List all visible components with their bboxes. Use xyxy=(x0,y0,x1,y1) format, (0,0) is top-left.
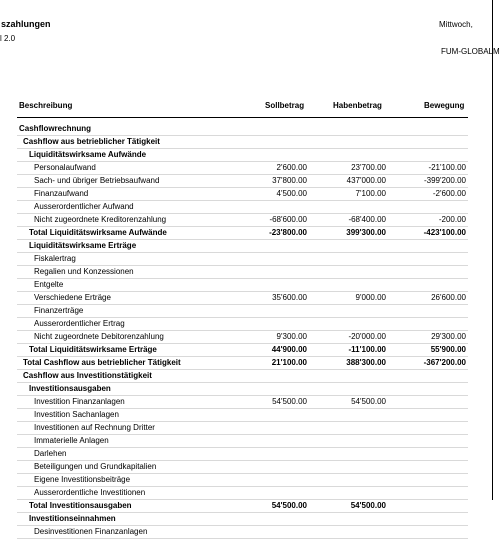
table-row xyxy=(17,318,468,331)
table-row xyxy=(17,422,468,435)
row-description: Cashflow aus betrieblicher Tätigkeit xyxy=(23,137,160,146)
row-credit: 54'500.00 xyxy=(350,501,386,510)
row-movement: 55'900.00 xyxy=(430,345,466,354)
row-description: Eigene Investitionsbeiträge xyxy=(34,475,131,484)
table-row xyxy=(17,448,468,461)
row-description: Fiskalertrag xyxy=(34,254,76,263)
column-header-description: Beschreibung xyxy=(19,101,73,110)
row-credit: 388'300.00 xyxy=(346,358,386,367)
table-row xyxy=(17,370,468,383)
row-debit: 54'500.00 xyxy=(271,501,307,510)
row-debit: 35'600.00 xyxy=(272,293,307,302)
row-credit: 54'500.00 xyxy=(351,397,386,406)
row-credit: -68'400.00 xyxy=(348,215,386,224)
table-row xyxy=(17,396,468,409)
column-header-movement: Bewegung xyxy=(424,101,465,110)
page-edge-line xyxy=(492,0,493,500)
table-row xyxy=(17,435,468,448)
cashflow-table xyxy=(17,123,468,539)
table-row xyxy=(17,526,468,539)
row-debit: 4'500.00 xyxy=(276,189,307,198)
row-description: Liquiditätswirksame Aufwände xyxy=(29,150,147,159)
row-description: Entgelte xyxy=(34,280,64,289)
row-description: Desinvestitionen Finanzanlagen xyxy=(34,527,148,536)
table-row xyxy=(17,513,468,526)
row-description: Total Liquiditätswirksame Erträge xyxy=(29,345,157,354)
row-description: Personalaufwand xyxy=(34,163,96,172)
table-row xyxy=(17,409,468,422)
row-description: Total Cashflow aus betrieblicher Tätigkeit xyxy=(23,358,181,367)
table-row xyxy=(17,487,468,500)
table-row xyxy=(17,461,468,474)
row-description: Beteiligungen und Grundkapitalien xyxy=(34,462,157,471)
row-movement: 26'600.00 xyxy=(431,293,466,302)
row-description: Finanzerträge xyxy=(34,306,84,315)
row-credit: 437'000.00 xyxy=(346,176,386,185)
row-credit: -20'000.00 xyxy=(348,332,386,341)
row-description: Liquiditätswirksame Erträge xyxy=(29,241,137,250)
row-credit: 23'700.00 xyxy=(351,163,386,172)
row-description: Sach- und übriger Betriebsaufwand xyxy=(34,176,160,185)
table-row xyxy=(17,149,468,162)
table-row xyxy=(17,253,468,266)
row-debit: -68'600.00 xyxy=(269,215,307,224)
table-row xyxy=(17,162,468,175)
table-row xyxy=(17,279,468,292)
row-movement: 29'300.00 xyxy=(431,332,466,341)
table-row xyxy=(17,292,468,305)
row-credit: 7'100.00 xyxy=(355,189,386,198)
table-row xyxy=(17,344,468,357)
table-row xyxy=(17,240,468,253)
table-row xyxy=(17,266,468,279)
row-movement: -21'100.00 xyxy=(428,163,466,172)
row-movement: -367'200.00 xyxy=(423,358,466,367)
table-row xyxy=(17,383,468,396)
table-row xyxy=(17,201,468,214)
column-header-debit: Sollbetrag xyxy=(265,101,305,110)
row-description: Ausserordentlicher Ertrag xyxy=(34,319,125,328)
row-description: Nicht zugeordnete Debitorenzahlung xyxy=(34,332,164,341)
row-description: Immaterielle Anlagen xyxy=(34,436,109,445)
row-debit: 2'600.00 xyxy=(276,163,307,172)
table-row xyxy=(17,500,468,513)
table-row xyxy=(17,136,468,149)
row-movement: -200.00 xyxy=(438,215,466,224)
row-debit: 21'100.00 xyxy=(271,358,307,367)
row-credit: -11'100.00 xyxy=(348,345,386,354)
table-row xyxy=(17,305,468,318)
table-row xyxy=(17,474,468,487)
row-description: Investition Finanzanlagen xyxy=(34,397,125,406)
row-description: Investition Sachanlagen xyxy=(34,410,119,419)
row-description: Total Investitionsausgaben xyxy=(29,501,132,510)
row-movement: -423'100.00 xyxy=(423,228,466,237)
row-description: Cashflowrechnung xyxy=(19,124,92,133)
table-row xyxy=(17,123,468,136)
row-description: Ausserordentlicher Aufwand xyxy=(34,202,134,211)
table-row xyxy=(17,214,468,227)
row-description: Investitionsausgaben xyxy=(29,384,111,393)
row-credit: 9'000.00 xyxy=(355,293,386,302)
table-row xyxy=(17,331,468,344)
report-title: szahlungen xyxy=(1,19,51,29)
company-name: FUM-GLOBALM xyxy=(441,47,500,56)
row-description: Ausserordentliche Investitionen xyxy=(34,488,146,497)
table-row xyxy=(17,227,468,240)
row-debit: -23'800.00 xyxy=(269,228,307,237)
row-description: Investitionseinnahmen xyxy=(29,514,116,523)
header-rule xyxy=(17,117,468,118)
table-row xyxy=(17,175,468,188)
row-movement: -399'200.00 xyxy=(423,176,466,185)
row-credit: 399'300.00 xyxy=(346,228,386,237)
row-description: Regalien und Konzessionen xyxy=(34,267,134,276)
row-description: Darlehen xyxy=(34,449,67,458)
row-description: Total Liquiditätswirksame Aufwände xyxy=(29,228,167,237)
row-debit: 44'900.00 xyxy=(271,345,307,354)
report-date: Mittwoch, xyxy=(439,20,473,29)
table-row xyxy=(17,188,468,201)
row-description: Nicht zugeordnete Kreditorenzahlung xyxy=(34,215,167,224)
column-header-credit: Habenbetrag xyxy=(333,101,382,110)
row-description: Cashflow aus Investitionstätigkeit xyxy=(23,371,152,380)
row-debit: 9'300.00 xyxy=(276,332,307,341)
row-description: Verschiedene Erträge xyxy=(34,293,111,302)
table-row xyxy=(17,357,468,370)
row-debit: 54'500.00 xyxy=(272,397,307,406)
row-movement: -2'600.00 xyxy=(432,189,466,198)
row-debit: 37'800.00 xyxy=(272,176,307,185)
row-description: Investitionen auf Rechnung Dritter xyxy=(34,423,155,432)
report-subtitle: l 2.0 xyxy=(0,34,16,43)
row-description: Finanzaufwand xyxy=(34,189,89,198)
